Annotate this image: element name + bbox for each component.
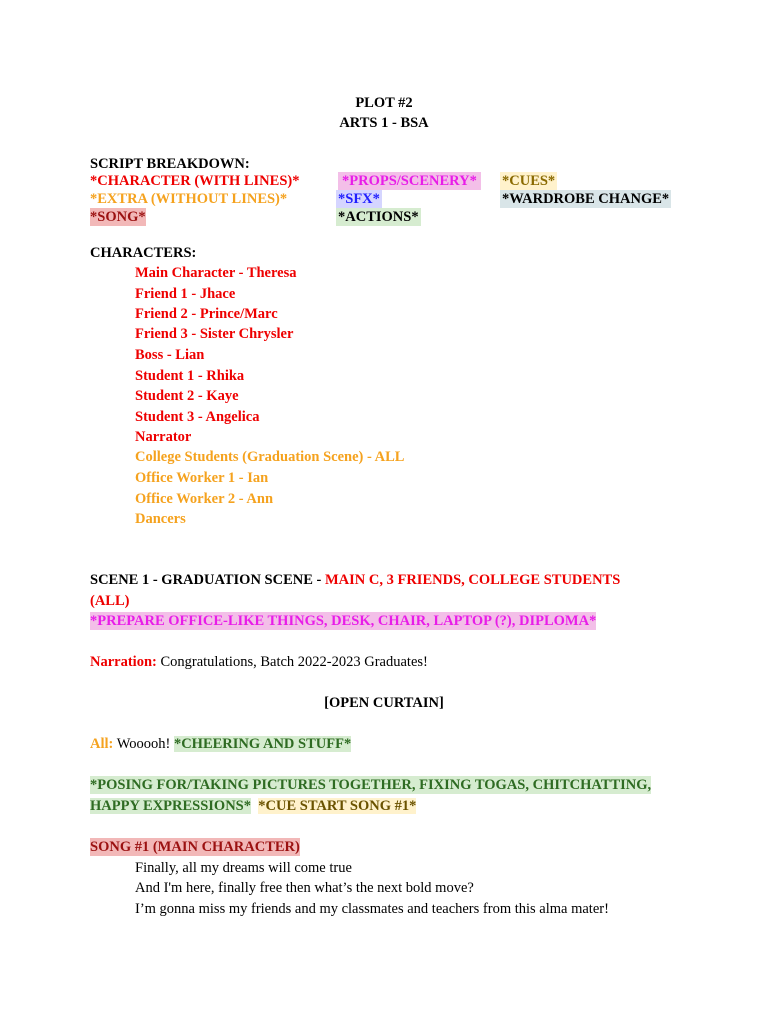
- action-posing: *POSING FOR/TAKING PICTURES TOGETHER, FIXING TOGAS, CHITCHATTING,: [90, 777, 652, 793]
- narration-line: [90, 653, 428, 671]
- character-item: Friend 1 - Jhace: [135, 286, 236, 302]
- stage-direction-curtain: [OPEN CURTAIN]: [324, 695, 444, 711]
- scene-cast-continued: (ALL): [90, 593, 130, 609]
- character-item: Student 1 - Rhika: [135, 368, 245, 384]
- breakdown-heading: SCRIPT BREAKDOWN:: [90, 156, 250, 172]
- all-label: All:: [90, 736, 114, 752]
- lyric-line: And I'm here, finally free then what’s the next bold move?: [135, 880, 474, 896]
- legend-sfx: *SFX*: [338, 191, 380, 207]
- character-item: Boss - Lian: [135, 347, 205, 363]
- character-item: Student 2 - Kaye: [135, 388, 239, 404]
- scene-cast: MAIN C, 3 FRIENDS, COLLEGE STUDENTS: [324, 572, 621, 588]
- all-line: [90, 735, 351, 753]
- song-title: SONG #1 (MAIN CHARACTER): [90, 839, 300, 855]
- scene-heading: [90, 571, 620, 589]
- all-text: Wooooh!: [113, 736, 174, 752]
- legend-character: *CHARACTER (WITH LINES)*: [90, 173, 300, 189]
- legend-extra: *EXTRA (WITHOUT LINES)*: [90, 191, 288, 207]
- character-item: Friend 2 - Prince/Marc: [135, 306, 278, 322]
- extra-item: Dancers: [135, 511, 186, 527]
- lyric-line: Finally, all my dreams will come true: [135, 860, 352, 876]
- cue-start-song: *CUE START SONG #1*: [258, 798, 417, 814]
- scene-title: SCENE 1 - GRADUATION SCENE -: [90, 572, 325, 588]
- character-item: Main Character - Theresa: [135, 265, 297, 281]
- characters-heading: CHARACTERS:: [90, 245, 197, 261]
- action-posing-continued: [90, 797, 416, 815]
- action-posing-end: HAPPY EXPRESSIONS*: [90, 798, 252, 814]
- narration-text: Congratulations, Batch 2022-2023 Graduates!: [156, 654, 428, 670]
- character-item: Narrator: [135, 429, 192, 445]
- extra-item: Office Worker 2 - Ann: [135, 491, 274, 507]
- legend-wardrobe: *WARDROBE CHANGE*: [502, 191, 670, 207]
- document-title: PLOT #2: [355, 95, 413, 111]
- scene-props: *PREPARE OFFICE-LIKE THINGS, DESK, CHAIR, LAPTOP (?), DIPLOMA*: [90, 613, 597, 629]
- legend-actions: *ACTIONS*: [338, 209, 419, 225]
- document-subtitle: ARTS 1 - BSA: [339, 115, 429, 131]
- legend-props: *PROPS/SCENERY*: [338, 172, 481, 190]
- character-item: Student 3 - Angelica: [135, 409, 260, 425]
- character-item: Friend 3 - Sister Chrysler: [135, 326, 294, 342]
- extra-item: Office Worker 1 - Ian: [135, 470, 269, 486]
- narration-label: Narration:: [90, 654, 157, 670]
- legend-cues: *CUES*: [502, 173, 556, 189]
- lyric-line: I’m gonna miss my friends and my classmates and teachers from this alma mater!: [135, 901, 609, 917]
- extra-item: College Students (Graduation Scene) - ALL: [135, 449, 405, 465]
- legend-song: *SONG*: [90, 209, 146, 225]
- action-cheering: *CHEERING AND STUFF*: [173, 736, 352, 752]
